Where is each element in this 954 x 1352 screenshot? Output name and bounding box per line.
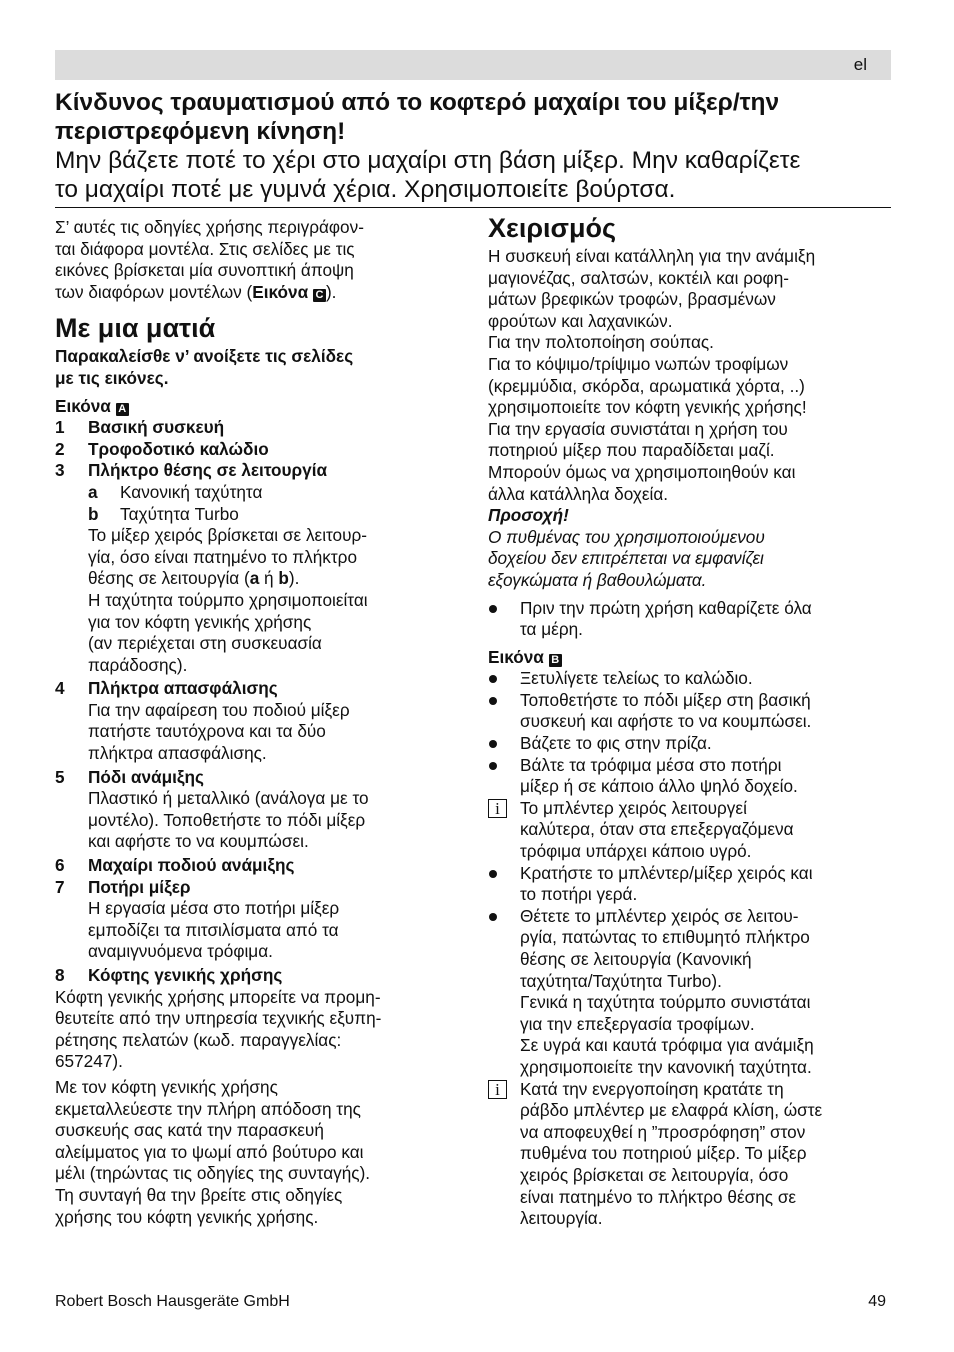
- figure-b-badge: B: [549, 654, 562, 667]
- list-item: 3 Πλήκτρο θέσης σε λειτουργία: [55, 460, 328, 481]
- intro-paragraph: Σ’ αυτές τις οδηγίες χρήσης περιγράφον- ται διάφορα μοντέλα. Στις σελίδες με τις εικόνες βρίσκεται μία συνοπτική άποψη των διαφόρων μοντέλων (Εικόνα C ).: [55, 217, 364, 302]
- section-heading-operation: Χειρισμός: [488, 213, 617, 243]
- item-3-description: Το μίξερ χειρός βρίσκεται σε λειτουρ- γία, όσο είναι πατημένο το πλήκτρο θέσης σε λειτουργία (a ή b). Η ταχύτητα τούρμπο χρησιμοποιείται για τον κόφτη γενικής χρήσης (αν περιέχεται στη συσκευασία παράδοσης).: [88, 525, 368, 675]
- left-column: [55, 217, 465, 1228]
- list-item: 4 Πλήκτρα απασφάλισης: [55, 678, 278, 699]
- bullet-icon: [488, 668, 520, 690]
- list-item: 5 Πόδι ανάμιξης: [55, 766, 204, 787]
- figure-c-badge: C: [313, 289, 326, 302]
- sub-item-b: b Ταχύτητα Turbo: [88, 503, 239, 524]
- list-item: Τοποθετήστε το πόδι μίξερ στη βασική συσκευή και αφήστε το να κουμπώσει.: [488, 690, 898, 733]
- warning-block: [55, 88, 891, 208]
- item-4-description: Για την αφαίρεση του ποδιού μίξερ πατήστε ταυτόχρονα και τα δύο πλήκτρα απασφάλισης.: [88, 699, 350, 764]
- warning-title: Κίνδυνος τραυματισμού από το κοφτερό μαχαίρι του μίξερ/την περιστρεφόμενη κίνηση!: [55, 89, 780, 145]
- open-pages-note: Παρακαλείσθε ν’ ανοίξετε τις σελίδες με τις εικόνες.: [55, 346, 354, 388]
- list-item: Ξετυλίγετε τελείως το καλώδιο.: [488, 668, 898, 690]
- list-item: 1 Βασική συσκευή: [55, 417, 225, 438]
- info-note: i Το μπλέντερ χειρός λειτουργεί καλύτερα, όταν στα επεξεργαζόμενα τρόφιμα υπάρχει κάποιο υγρό.: [488, 798, 898, 863]
- language-bar: [55, 50, 891, 80]
- list-item: Βάλτε τα τρόφιμα μέσα στο ποτήρι μίξερ ή σε κάποιο άλλο ψηλό δοχείο.: [488, 755, 898, 798]
- bullet-icon: [488, 863, 520, 906]
- list-item: Βάζετε το φις στην πρίζα.: [488, 733, 898, 755]
- bullet-icon: [488, 598, 520, 641]
- figure-a-badge: A: [116, 403, 129, 416]
- bullet-icon: [488, 690, 520, 733]
- bullet-icon: [488, 906, 520, 1079]
- list-item: Κρατήστε το μπλέντερ/μίξερ χειρός και το ποτήρι γερά.: [488, 863, 898, 906]
- page-number: 49: [868, 1293, 886, 1310]
- list-item: 2 Τροφοδοτικό καλώδιο: [55, 438, 269, 459]
- item-7-description: Η εργασία μέσα στο ποτήρι μίξερ εμποδίζει τα πιτσιλίσματα από τα αναμιγνυόμενα τρόφιμα.: [88, 898, 340, 962]
- info-icon: i: [488, 799, 507, 818]
- usage-paragraph: Η συσκευή είναι κατάλληλη για την ανάμιξη μαγιονέζας, σαλτσών, κοκτέιλ και ροφη- μάτων βρεφικών τροφών, βρασμένων φρούτων και λαχανικών. Για την πολτοποίηση σούπας. Για το κόψιμο/τρίψιμο νωπών τροφίμων (κρεμμύδια, σκόρδα, αρωματικά χόρτα, ..) χρησιμοποιείτε τον κόφτη γενικής χρήσης! Για την εργασία συνιστάται η χρήση του ποτηριού μίξερ που παραδίδεται μαζί. Μπορούν όμως να χρησιμοποιηθούν και άλλα κατάλληλα δοχεία.: [488, 246, 816, 504]
- language-code: el: [853, 55, 867, 74]
- item-5-description: Πλαστικό ή μεταλλικό (ανάλογα με το μοντέλο). Τοποθετήστε το πόδι μίξερ και αφήστε το να κουμπώσει.: [88, 788, 369, 852]
- list-item: 6 Μαχαίρι ποδιού ανάμιξης: [55, 855, 295, 876]
- figure-a-label: Εικόνα A: [55, 396, 465, 418]
- bullet-icon: [488, 733, 520, 755]
- info-icon: i: [488, 1080, 507, 1099]
- accessory-order-paragraph: Κόφτη γενικής χρήσης μπορείτε να προμη- θευτείτε από την υπηρεσία τεχνικής εξυπη- ρέτησης πελατών (κωδ. παραγγελίας: 657247).: [55, 986, 382, 1072]
- section-heading-overview: Με μια ματιά: [55, 313, 216, 344]
- caution-text: Ο πυθμένας του χρησιμοποιούμενου δοχείου δεν επιτρέπεται να εμφανίζει εξογκώματα ή βαθουλώματα.: [488, 526, 765, 590]
- list-item: Θέτετε το μπλέντερ χειρός σε λειτου- ργία, πατώντας το επιθυμητό πλήκτρο θέσης σε λειτουργία (Κανονική ταχύτητα/Ταχύτητα Turbo). Γενικά η ταχύτητα τούρμπο συνιστάται για την επεξεργασία τροφίμων. Σε υγρά και καυτά τρόφιμα για ανάμιξη χρησιμοποιείτε την κανονική ταχύτητα.: [488, 906, 898, 1079]
- warning-text: Μην βάζετε ποτέ το χέρι στο μαχαίρι στη βάση μίξερ. Μην καθαρίζετε το μαχαίρι ποτέ με γυμνά χέρια. Χρησιμοποιείτε βούρτσα.: [55, 147, 801, 203]
- sub-item-a: a Κανονική ταχύτητα: [88, 481, 263, 502]
- list-item: 7 Ποτήρι μίξερ: [55, 876, 191, 897]
- list-item: Πριν την πρώτη χρήση καθαρίζετε όλα τα μέρη.: [488, 598, 898, 641]
- chopper-usage-paragraph: Με τον κόφτη γενικής χρήσης εκμεταλλεύεστε την πλήρη απόδοση της συσκευής σας κατά την παρασκευή αλείμματος για το ψωμί από βούτυρο και μέλι (τηρώντας τις οδηγίες της συνταγής). Τη συνταγή θα την βρείτε στις οδηγίες χρήσης του κόφτη γενικής χρήσης.: [55, 1076, 371, 1227]
- info-note: i Κατά την ενεργοποίηση κρατάτε τη ράβδο μπλέντερ με ελαφρά κλίση, ώστε να αποφευχθεί η ”προσρόφηση” στον πυθμένα του ποτηριού μίξερ. Το μίξερ χειρός βρίσκεται σε λειτουργία, όσο είναι πατημένο το πλήκτρο θέσης σε λειτουργία.: [488, 1079, 898, 1230]
- footer-company: Robert Bosch Hausgeräte GmbH: [55, 1293, 290, 1310]
- caution-heading: Προσοχή!: [488, 505, 569, 526]
- list-item: 8 Κόφτης γενικής χρήσης: [55, 965, 283, 985]
- right-column: [488, 213, 898, 1230]
- bullet-icon: [488, 755, 520, 798]
- figure-b-label: Εικόνα B: [488, 647, 898, 669]
